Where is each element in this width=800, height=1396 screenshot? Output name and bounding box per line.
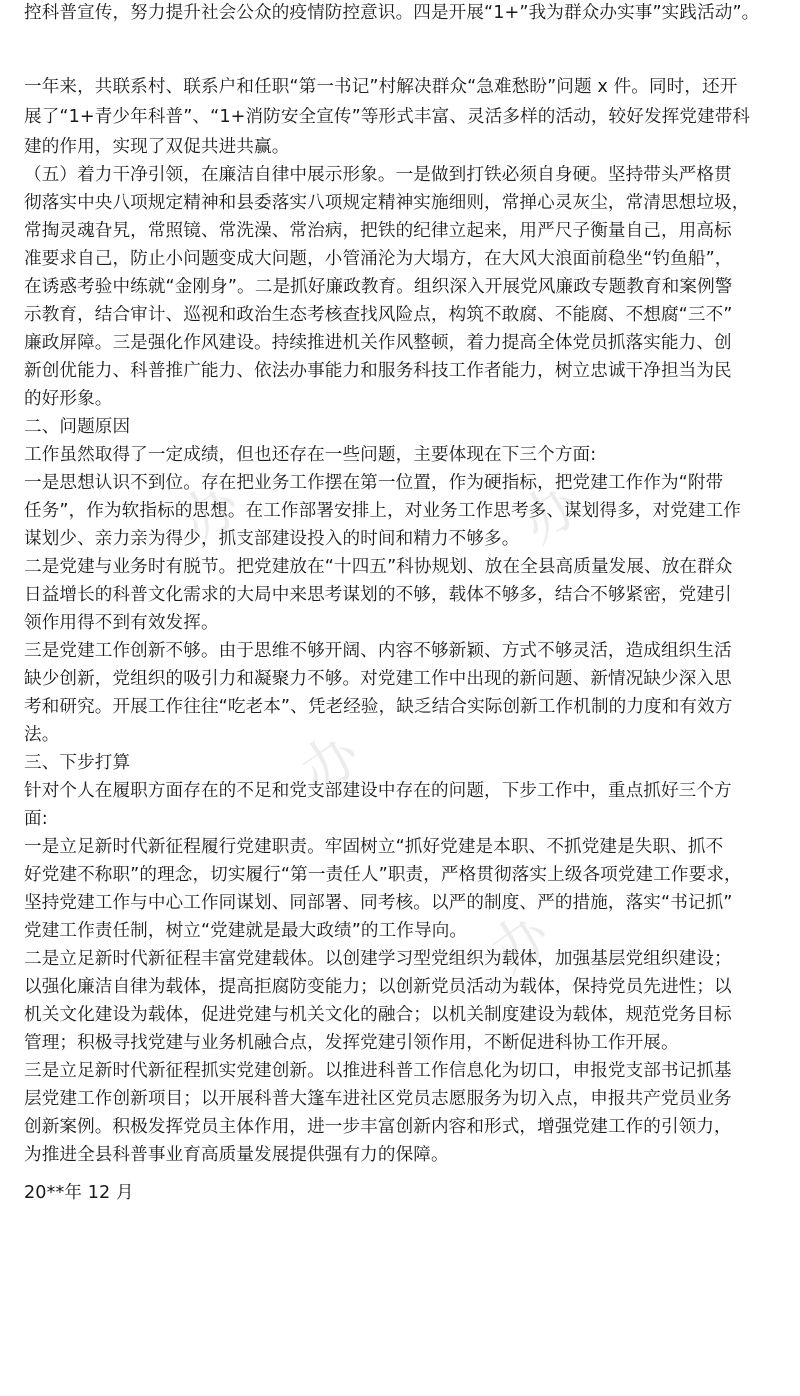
text-line: 一是立足新时代新征程履行党建职责。牢固树立“抓好党建是本职、不抓党建是失职、抓不 xyxy=(24,837,724,857)
text-line: 控科普宣传，努力提升社会公众的疫情防控意识。四是开展“1+”我为群众办实事”实践活动”。 xyxy=(24,3,760,23)
text-line: 层党建工作创新项目；以开展科普大篷车进社区党员志愿服务为切入点，申报共产党员业务 xyxy=(24,1089,732,1109)
text-line: 好党建不称职”的理念，切实履行“第一责任人”职责，严格贯彻落实上级各项党建工作要求， xyxy=(24,865,742,885)
text-line: 领作用得不到有效发挥。 xyxy=(24,613,219,633)
text-line: 面: xyxy=(24,809,48,829)
text-line: 缺少创新，党组织的吸引力和凝聚力不够。对党建工作中出现的新问题、新情况缺少深入思 xyxy=(24,669,732,689)
date-line: 20**年 12 月 xyxy=(24,1183,134,1203)
text-line: 的好形象。 xyxy=(24,389,113,409)
text-line: 针对个人在履职方面存在的不足和党支部建设中存在的问题，下步工作中，重点抓好三个方 xyxy=(24,781,732,801)
text-line: 在诱惑考验中练就“金刚身”。二是抓好廉政教育。组织深入开展党风廉政专题教育和案例警 xyxy=(24,277,733,297)
watermark: 办 xyxy=(289,721,373,807)
text-line: 廉政屏障。三是强化作风建设。持续推进机关作风整顿，着力提高全体党员抓落实能力、创 xyxy=(24,333,732,353)
text-line: 党建工作责任制，树立“党建就是最大政绩”的工作导向。 xyxy=(24,921,468,941)
text-line: 示教育，结合审计、巡视和政治生态考核查找风险点，构筑不敢腐、不能腐、不想腐“三不” xyxy=(24,305,733,325)
text-line: 法。 xyxy=(24,725,60,745)
text-line: 机关文化建设为载体，促进党建与机关文化的融合；以机关制度建设为载体，规范党务目标 xyxy=(24,1005,732,1025)
text-line: 坚持党建工作与中心工作同谋划、同部署、同考核。以严的制度、严的措施，落实“书记抓” xyxy=(24,893,733,913)
text-line: 二是党建与业务时有脱节。把党建放在“十四五”科协规划、放在全县高质量发展、放在群众 xyxy=(24,557,733,577)
text-line: 考和研究。开展工作往往“吃老本”、凭老经验，缺乏结合实际创新工作机制的力度和有效方 xyxy=(24,697,733,717)
text-line: 三是立足新时代新征程抓实党建创新。以推进科普工作信息化为切口，申报党支部书记抓基 xyxy=(24,1061,732,1081)
text-line: 建的作用，实现了双促共进共赢。 xyxy=(24,137,290,157)
watermark: 办 xyxy=(509,471,593,557)
section-heading: 三、下步打算 xyxy=(24,753,131,773)
text-line: 新创优能力、科普推广能力、依法办事能力和服务科技工作者能力，树立忠诚干净担当为民 xyxy=(24,361,732,381)
text-line: 展了“1+青少年科普”、“1+消防安全宣传”等形式丰富、灵活多样的活动，较好发挥党建带科 xyxy=(24,107,751,127)
text-line: 谋划少、亲力亲为得少，抓支部建设投入的时间和精力不够多。 xyxy=(24,529,520,549)
text-line: （五）着力干净引领，在廉洁自律中展示形象。一是做到打铁必须自身硬。坚持带头严格贯 xyxy=(24,165,732,185)
text-line: 日益增长的科普文化需求的大局中来思考谋划的不够，载体不够多，结合不够紧密，党建引 xyxy=(24,585,732,605)
text-line: 二是立足新时代新征程丰富党建载体。以创建学习型党组织为载体，加强基层党组织建设； xyxy=(24,949,732,969)
text-line: 创新案例。积极发挥党员主体作用，进一步丰富创新内容和形式，增强党建工作的引领力， xyxy=(24,1117,732,1137)
text-line: 为推进全县科普事业育高质量发展提供强有力的保障。 xyxy=(24,1145,449,1165)
section-heading: 二、问题原因 xyxy=(24,417,131,437)
text-line: 三是党建工作创新不够。由于思维不够开阔、内容不够新颖、方式不够灵活，造成组织生活 xyxy=(24,641,732,661)
watermark: 办 xyxy=(479,901,563,987)
text-line: 以强化廉洁自律为载体，提高拒腐防变能力；以创新党员活动为载体，保持党员先进性；以 xyxy=(24,977,732,997)
text-line: 准要求自己，防止小问题变成大问题，小管涌沦为大塌方，在大风大浪面前稳坐“钓鱼船”， xyxy=(24,249,733,269)
watermark: 办 xyxy=(169,471,253,557)
text-line: 常掏灵魂旮旯，常照镜、常洗澡、常治病，把铁的纪律立起来，用严尺子衡量自己，用高标 xyxy=(24,221,732,241)
text-line: 一年来，共联系村、联系户和任职“第一书记”村解决群众“急难愁盼”问题 x 件。同时，还开 xyxy=(24,77,738,97)
text-line: 彻落实中央八项规定精神和县委落实八项规定精神实施细则，常掸心灵灰尘，常清思想垃圾， xyxy=(24,193,750,213)
text-line: 一是思想认识不到位。存在把业务工作摆在第一位置，作为硬指标，把党建工作作为“附带 xyxy=(24,473,724,493)
text-line: 任务”，作为软指标的思想。在工作部署安排上，对业务工作思考多、谋划得多，对党建工作 xyxy=(24,501,741,521)
text-line: 管理；积极寻找党建与业务机融合点，发挥党建引领作用，不断促进科协工作开展。 xyxy=(24,1033,679,1053)
text-line: 工作虽然取得了一定成绩，但也还存在一些问题，主要体现在下三个方面: xyxy=(24,445,597,465)
